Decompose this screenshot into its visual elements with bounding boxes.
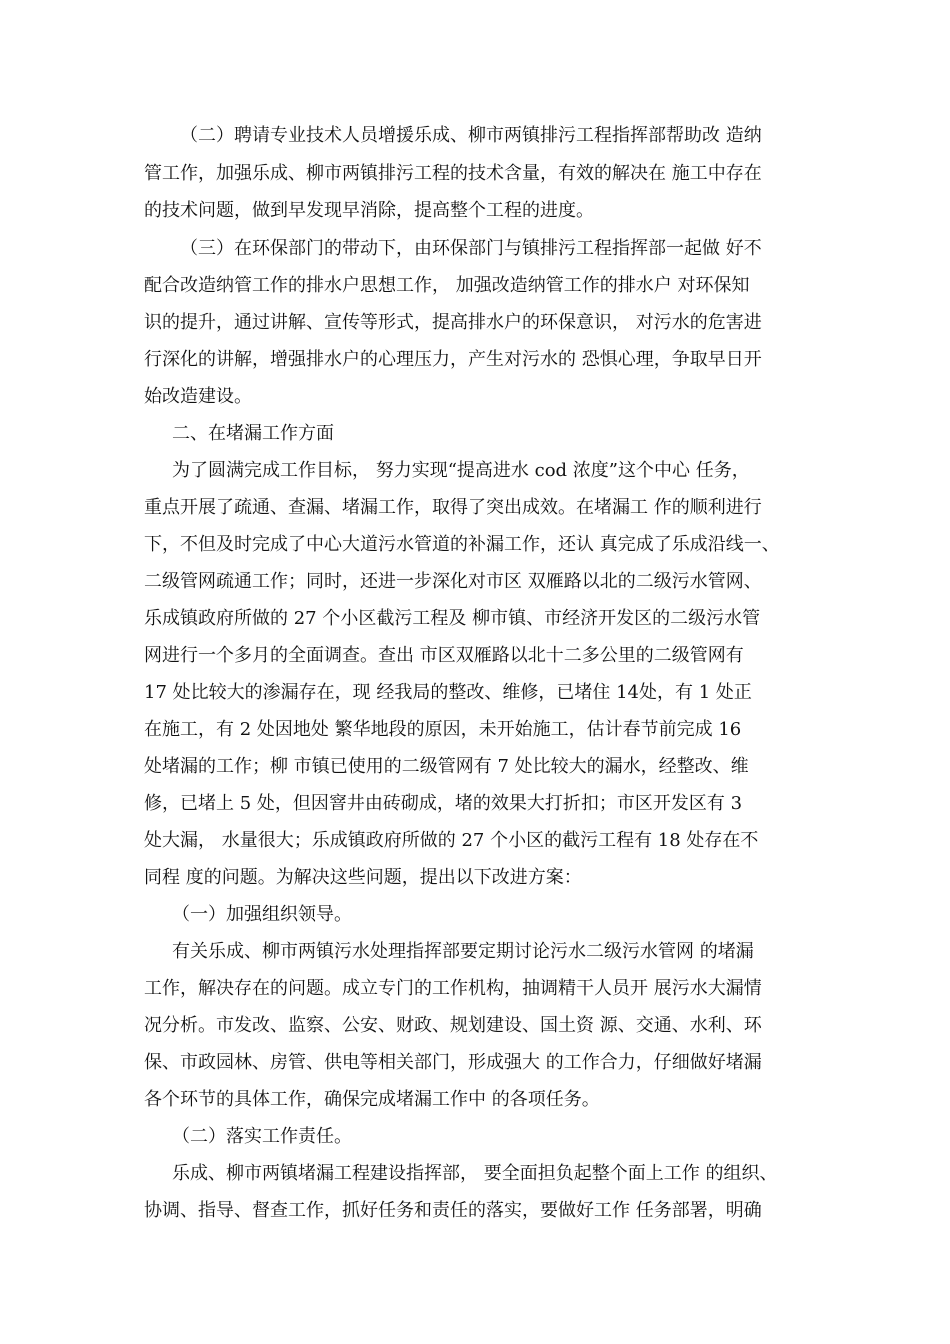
text-line: 处堵漏的工作；柳 市镇已使用的二级管网有 7 处比较大的漏水，经整改、维 — [144, 756, 749, 777]
text-line: 乐成、柳市两镇堵漏工程建设指挥部， 要全面担负起整个面上工作 的组织、 — [172, 1163, 778, 1184]
subsection-heading: （一）加强组织领导。 — [172, 904, 352, 925]
text-line: 17 处比较大的渗漏存在，现 经我局的整改、维修，已堵住 14处，有 1 处正 — [144, 682, 752, 703]
text-line: 各个环节的具体工作，确保完成堵漏工作中 的各项任务。 — [144, 1089, 600, 1110]
text-line: 重点开展了疏通、查漏、堵漏工作，取得了突出成效。在堵漏工 作的顺利进行 — [144, 497, 762, 518]
text-line: （二）聘请专业技术人员增援乐成、柳市两镇排污工程指挥部帮助改 造纳 — [180, 125, 762, 146]
text-line: 网进行一个多月的全面调查。查出 市区双雁路以北十二多公里的二级管网有 — [144, 645, 744, 666]
subsection-heading: （二）落实工作责任。 — [172, 1126, 352, 1147]
text-line: 修，已堵上 5 处，但因窨井由砖砌成，堵的效果大打折扣；市区开发区有 3 — [144, 793, 743, 814]
text-line: 为了圆满完成工作目标， 努力实现“提高进水 cod 浓度”这个中心 任务， — [172, 460, 750, 481]
section-heading: 二、在堵漏工作方面 — [172, 423, 334, 444]
text-line: 在施工，有 2 处因地处 繁华地段的原因，未开始施工，估计春节前完成 16 — [144, 719, 742, 740]
text-line: 同程 度的问题。为解决这些问题，提出以下改进方案： — [144, 867, 582, 888]
text-line: 始改造建设。 — [144, 386, 252, 407]
text-line: 处大漏， 水量很大；乐成镇政府所做的 27 个小区的截污工程有 18 处存在不 — [144, 830, 759, 851]
text-line: 保、市政园林、房管、供电等相关部门，形成强大 的工作合力，仔细做好堵漏 — [144, 1052, 762, 1073]
text-line: 二级管网疏通工作；同时，还进一步深化对市区 双雁路以北的二级污水管网、 — [144, 571, 762, 592]
text-line: （三）在环保部门的带动下，由环保部门与镇排污工程指挥部一起做 好不 — [180, 238, 762, 259]
text-line: 行深化的讲解，增强排水户的心理压力，产生对污水的 恐惧心理，争取早日开 — [144, 349, 762, 370]
text-line: 下，不但及时完成了中心大道污水管道的补漏工作，还认 真完成了乐成沿线一、 — [144, 534, 780, 555]
text-line: 配合改造纳管工作的排水户思想工作， 加强改造纳管工作的排水户 对环保知 — [144, 275, 750, 296]
text-line: 的技术问题，做到早发现早消除，提高整个工程的进度。 — [144, 200, 594, 221]
text-line: 管工作，加强乐成、柳市两镇排污工程的技术含量，有效的解决在 施工中存在 — [144, 163, 762, 184]
text-line: 乐成镇政府所做的 27 个小区截污工程及 柳市镇、市经济开发区的二级污水管 — [144, 608, 761, 629]
text-line: 工作，解决存在的问题。成立专门的工作机构，抽调精干人员开 展污水大漏情 — [144, 978, 762, 999]
text-line: 识的提升，通过讲解、宣传等形式，提高排水户的环保意识， 对污水的危害进 — [144, 312, 762, 333]
text-line: 有关乐成、柳市两镇污水处理指挥部要定期讨论污水二级污水管网 的堵漏 — [172, 941, 754, 962]
text-line: 况分析。市发改、监察、公安、财政、规划建设、国土资 源、交通、水利、环 — [144, 1015, 762, 1036]
text-line: 协调、指导、督查工作，抓好任务和责任的落实，要做好工作 任务部署，明确 — [144, 1200, 762, 1221]
